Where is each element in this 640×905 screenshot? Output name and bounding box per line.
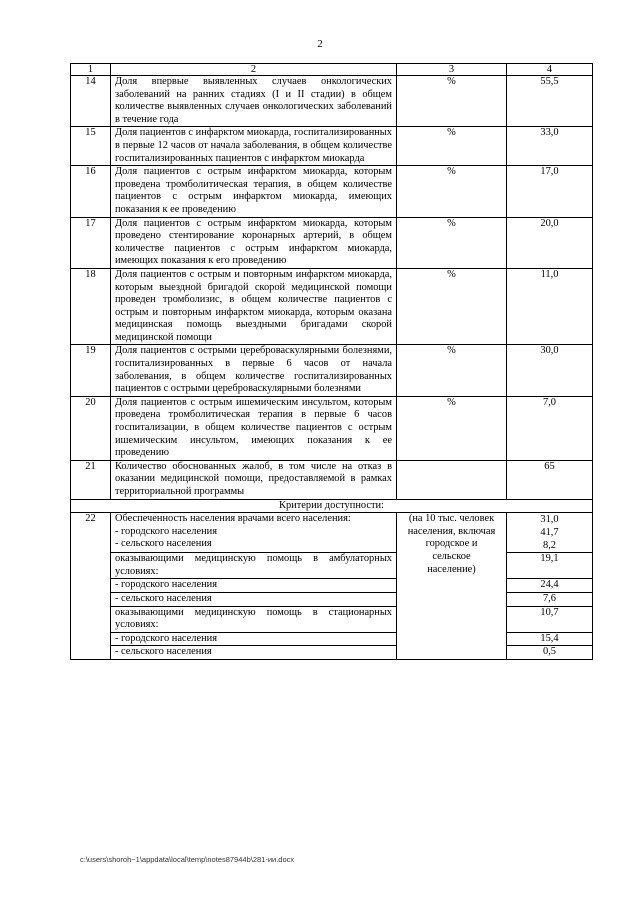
- header-col-2: 2: [111, 64, 397, 76]
- row-number: 16: [71, 166, 111, 217]
- row22-c-city: - городского населения: [111, 632, 397, 646]
- header-col-4: 4: [507, 64, 593, 76]
- table-row: [71, 646, 593, 660]
- row22-a-values: [507, 513, 593, 553]
- page-number: 2: [317, 38, 323, 50]
- row-number: 20: [71, 396, 111, 460]
- file-path-footer: c:\users\shoroh~1\appdata\local\temp\notes87944b\281-ии.docx: [80, 855, 295, 864]
- row-unit: %: [397, 345, 507, 396]
- row-value: 20,0: [507, 217, 593, 268]
- table-row: [71, 166, 593, 217]
- section-row: [71, 499, 593, 513]
- row-value: 17,0: [507, 166, 593, 217]
- row-unit: %: [397, 76, 507, 127]
- row-value: 7,0: [507, 396, 593, 460]
- row-value: 55,5: [507, 76, 593, 127]
- table-row: [71, 76, 593, 127]
- section-title: Критерии доступности:: [71, 499, 593, 513]
- row22-b-val: 19,1: [507, 553, 593, 579]
- criteria-table: [70, 63, 593, 660]
- row-value: 30,0: [507, 345, 593, 396]
- table-row: [71, 579, 593, 593]
- table-row: [71, 592, 593, 606]
- row22-b-rural: - сельского населения: [111, 592, 397, 606]
- table-row: [71, 513, 593, 553]
- row22-b-rural-val: 7,6: [507, 592, 593, 606]
- table-row: [71, 268, 593, 345]
- row-unit: %: [397, 217, 507, 268]
- row-number: 19: [71, 345, 111, 396]
- row22-c-val: 10,7: [507, 606, 593, 632]
- row-value: 65: [507, 460, 593, 499]
- table-row: [71, 460, 593, 499]
- row-text: Доля пациентов с острым инфарктом миокарда, которым проведено стентирование коронарных артерий, в общем количестве пациентов с острым инфарктом миокарда, имеющих показания к его проведению: [111, 217, 397, 268]
- row22-c-text: оказывающими медицинскую помощь в стационарных условиях:: [111, 606, 397, 632]
- row22-unit-text: (на 10 тыс. человек населения, включая городское и сельское население): [407, 513, 496, 575]
- row-text: Доля впервые выявленных случаев онкологических заболеваний на ранних стадиях (I и II стадии) в общем количестве выявленных случаев онкологических заболеваний в течение года: [111, 76, 397, 127]
- row-number: 14: [71, 76, 111, 127]
- row-number: 21: [71, 460, 111, 499]
- row-unit: %: [397, 396, 507, 460]
- row-text: [111, 513, 397, 553]
- table-row: [71, 217, 593, 268]
- row22-b-city: - городского населения: [111, 579, 397, 593]
- header-col-3: 3: [397, 64, 507, 76]
- row-number: 17: [71, 217, 111, 268]
- table-row: [71, 396, 593, 460]
- row-unit: [397, 460, 507, 499]
- table-row: [71, 553, 593, 579]
- header-row: [71, 64, 593, 76]
- row22-c-rural-val: 0,5: [507, 646, 593, 660]
- row-unit: %: [397, 127, 507, 166]
- row-unit: %: [397, 166, 507, 217]
- row-text: Доля пациентов с острым ишемическим инсультом, которым проведена тромболитическая терапия в первые 6 часов госпитализации, в общем количестве пациентов с острым ишемическим инсультом, имеющих показания к ее проведению: [111, 396, 397, 460]
- row22-unit: [397, 513, 507, 660]
- row22-a-text: Обеспеченность населения врачами всего населения:: [115, 513, 351, 525]
- row22-a-val-city: 41,7: [540, 527, 559, 539]
- row22-c-city-val: 15,4: [507, 632, 593, 646]
- table-row: [71, 606, 593, 632]
- row22-b-text: оказывающими медицинскую помощь в амбулаторных условиях:: [111, 553, 397, 579]
- row-value: 33,0: [507, 127, 593, 166]
- row-number: 18: [71, 268, 111, 345]
- row-text: Доля пациентов с острым инфарктом миокарда, которым проведена тромболитическая терапия, в общем количестве пациентов с острым инфарктом миокарда, имеющих показания к ее проведению: [111, 166, 397, 217]
- row-number: 22: [71, 513, 111, 660]
- table-row: [71, 345, 593, 396]
- header-col-1: 1: [71, 64, 111, 76]
- row-text: Доля пациентов с острым и повторным инфарктом миокарда, которым выездной бригадой скорой медицинской помощи проведен тромболизис, в общем количестве пациентов с острым и повторным инфарктом миокарда, которым оказана медицинская помощь выездными бригадами скорой медицинской помощи: [111, 268, 397, 345]
- row22-a-val-total: 31,0: [540, 514, 559, 526]
- row22-a-city: - городского населения: [115, 525, 217, 537]
- row-text: Количество обоснованных жалоб, в том числе на отказ в оказании медицинской помощи, предоставляемой в рамках территориальной программы: [111, 460, 397, 499]
- row22-a-rural: - сельского населения: [115, 538, 212, 550]
- row-unit: %: [397, 268, 507, 345]
- row22-b-city-val: 24,4: [507, 579, 593, 593]
- row-text: Доля пациентов с острыми цереброваскулярными болезнями, госпитализированных в первые 6 часов от начала заболевания, в общем количестве госпитализированных пациентов с острыми цереброваскулярными болезнями: [111, 345, 397, 396]
- table-row: [71, 127, 593, 166]
- row-value: 11,0: [507, 268, 593, 345]
- row-number: 15: [71, 127, 111, 166]
- row-text: Доля пациентов с инфарктом миокарда, госпитализированных в первые 12 часов от начала заболевания, в общем количестве госпитализированных пациентов с инфарктом миокарда: [111, 127, 397, 166]
- row22-c-rural: - сельского населения: [111, 646, 397, 660]
- row22-a-val-rural: 8,2: [543, 540, 556, 552]
- table-row: [71, 632, 593, 646]
